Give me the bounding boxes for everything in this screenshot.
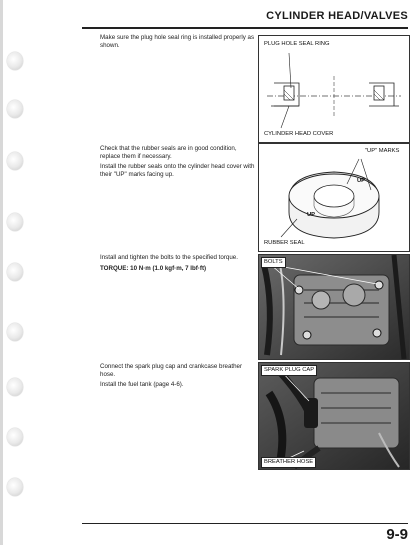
- seal-ring-label: PLUG HOLE SEAL RING: [264, 41, 330, 47]
- up-marks-label: "UP" MARKS: [365, 148, 400, 154]
- figure-spark-plug-photo: [258, 362, 410, 470]
- engine-photo: [259, 255, 409, 359]
- binder-hole: [7, 52, 23, 70]
- step-3-text: [100, 254, 256, 275]
- paragraph: Connect the spark plug cap and crankcase breather hose.: [100, 363, 243, 378]
- rubber-seal-diagram: [259, 144, 409, 251]
- figure-bolts-photo: [258, 254, 410, 360]
- breather-hose-label: BREATHER HOSE: [261, 457, 316, 468]
- page-left-edge: [0, 0, 3, 545]
- footer-rule: [82, 523, 408, 524]
- binder-hole: [7, 378, 23, 396]
- up-mark-right: UP: [357, 178, 366, 184]
- binder-hole: [7, 428, 23, 446]
- page-header-title: CYLINDER HEAD/VALVES: [266, 10, 408, 22]
- paragraph: Make sure the plug hole seal ring is installed properly as shown.: [100, 34, 255, 49]
- step-4-text: [100, 363, 256, 392]
- step-2-text: [100, 145, 256, 181]
- page-number: 9-9: [386, 526, 408, 543]
- paragraph: Install the rubber seals onto the cylinder head cover with their "UP" marks facing up.: [100, 163, 255, 178]
- figure-seal-ring: [258, 35, 410, 143]
- step-1-text: [100, 34, 256, 52]
- binder-hole: [7, 100, 23, 118]
- paragraph: Install the fuel tank (page 4-6).: [100, 381, 184, 389]
- paragraph: Install and tighten the bolts to the specified torque.: [100, 254, 238, 261]
- rubber-seal-label: RUBBER SEAL: [264, 240, 305, 246]
- figure-rubber-seal: [258, 143, 410, 252]
- binder-hole: [7, 478, 23, 496]
- binder-hole: [7, 213, 23, 231]
- head-cover-label: CYLINDER HEAD COVER: [264, 131, 334, 137]
- engine-photo: [259, 363, 409, 469]
- binder-hole: [7, 152, 23, 170]
- spark-plug-cap-label: SPARK PLUG CAP: [261, 365, 317, 376]
- up-mark-left: UP: [307, 212, 316, 218]
- header-rule: [82, 27, 408, 29]
- seal-ring-diagram: [259, 36, 409, 142]
- paragraph: Check that the rubber seals are in good condition, replace them if necessary.: [100, 145, 237, 160]
- torque-spec: TORQUE: 10 N·m (1.0 kgf·m, 7 lbf·ft): [100, 264, 207, 272]
- binder-hole: [7, 323, 23, 341]
- binder-hole: [7, 263, 23, 281]
- bolts-label: BOLTS: [261, 257, 286, 268]
